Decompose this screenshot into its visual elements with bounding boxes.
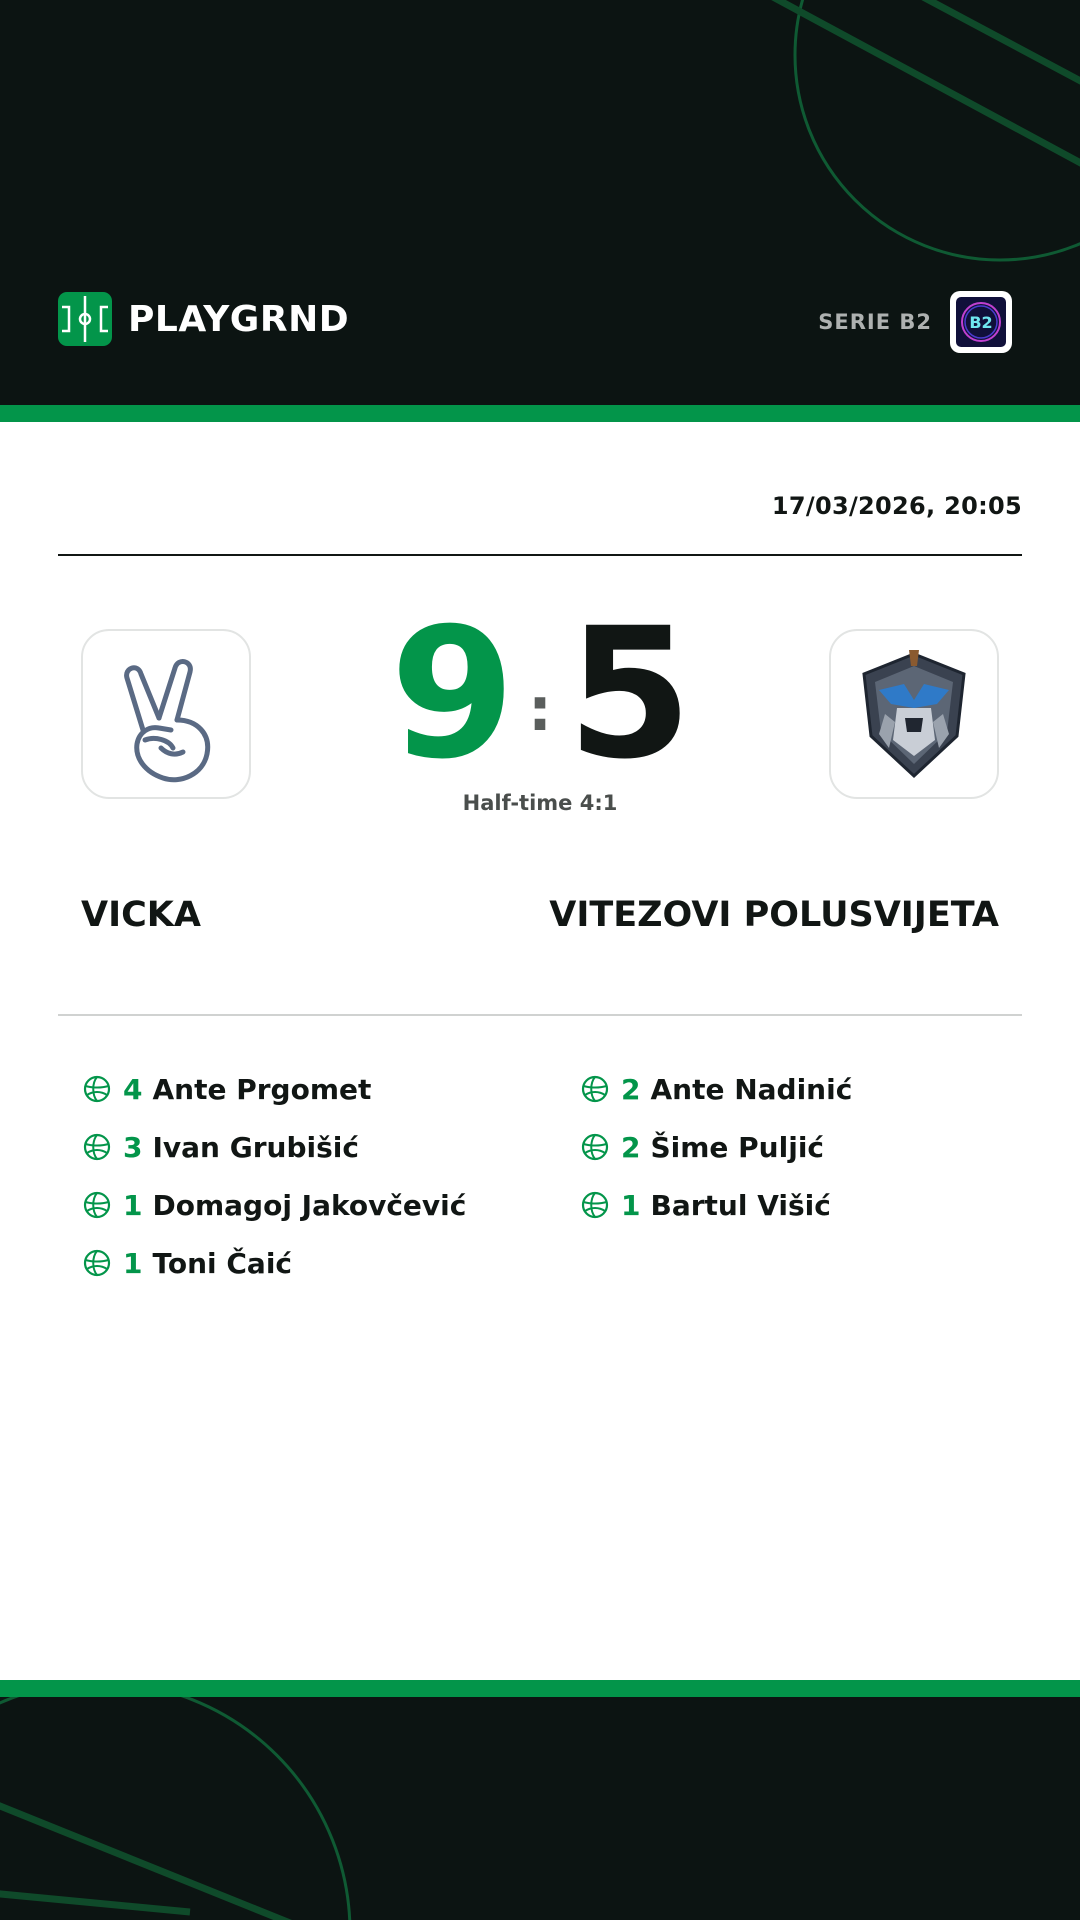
ball-icon bbox=[83, 1249, 111, 1277]
ball-icon bbox=[581, 1075, 609, 1103]
footer-band bbox=[0, 1697, 1080, 1920]
scorers-divider bbox=[58, 1014, 1022, 1016]
brand[interactable] bbox=[58, 291, 349, 347]
scorer-item bbox=[83, 1060, 466, 1118]
footer-accent-stripe bbox=[0, 1680, 1080, 1697]
league-name: SERIE B2 bbox=[818, 310, 932, 334]
goal-count: 1 bbox=[123, 1188, 143, 1222]
date-divider bbox=[58, 554, 1022, 556]
ball-icon bbox=[581, 1133, 609, 1161]
league-info[interactable] bbox=[818, 291, 1012, 353]
player-name[interactable]: Ante Prgomet bbox=[152, 1072, 372, 1106]
goal-count: 2 bbox=[621, 1130, 641, 1164]
home-team-name[interactable]: VICKA bbox=[81, 895, 202, 935]
home-scorers-list bbox=[83, 1060, 466, 1292]
header-accent-stripe bbox=[0, 405, 1080, 422]
player-name[interactable]: Toni Čaić bbox=[152, 1246, 293, 1280]
svg-text:B2: B2 bbox=[969, 313, 993, 332]
scorer-item bbox=[581, 1060, 852, 1118]
ball-icon bbox=[83, 1075, 111, 1103]
pitch-lines-decoration bbox=[0, 1697, 1080, 1920]
halftime-score: Half-time 4:1 bbox=[462, 791, 618, 815]
ball-icon bbox=[83, 1191, 111, 1219]
player-name[interactable]: Šime Puljić bbox=[650, 1130, 825, 1164]
player-name[interactable]: Ante Nadinić bbox=[650, 1072, 853, 1106]
b2-league-badge-icon bbox=[950, 291, 1012, 353]
peace-hand-icon bbox=[101, 644, 231, 784]
away-score: 5 bbox=[567, 590, 693, 799]
ball-icon bbox=[581, 1191, 609, 1219]
player-name[interactable]: Bartul Višić bbox=[650, 1188, 831, 1222]
scorer-item bbox=[83, 1176, 466, 1234]
home-team-logo[interactable] bbox=[81, 629, 251, 799]
goal-count: 3 bbox=[123, 1130, 143, 1164]
goal-count: 2 bbox=[621, 1072, 641, 1106]
scorer-item bbox=[83, 1234, 466, 1292]
away-team-logo[interactable] bbox=[829, 629, 999, 799]
goal-count: 1 bbox=[123, 1246, 143, 1280]
knight-crest-icon bbox=[849, 644, 979, 784]
scorer-item bbox=[581, 1118, 852, 1176]
away-scorers-list bbox=[581, 1060, 852, 1234]
pitch-icon bbox=[58, 292, 112, 346]
brand-name: PLAYGRND bbox=[128, 298, 350, 340]
scorer-item bbox=[581, 1176, 852, 1234]
player-name[interactable]: Ivan Grubišić bbox=[152, 1130, 359, 1164]
ball-icon bbox=[83, 1133, 111, 1161]
match-datetime: 17/03/2026, 20:05 bbox=[771, 492, 1022, 520]
goal-count: 1 bbox=[621, 1188, 641, 1222]
home-score: 9 bbox=[390, 590, 516, 799]
player-name[interactable]: Domagoj Jakovčević bbox=[152, 1188, 467, 1222]
header-band bbox=[0, 0, 1080, 405]
goal-count: 4 bbox=[123, 1072, 143, 1106]
scorer-item bbox=[83, 1118, 466, 1176]
away-team-name[interactable]: VITEZOVI POLUSVIJETA bbox=[549, 895, 999, 935]
score-separator: : bbox=[528, 675, 552, 745]
